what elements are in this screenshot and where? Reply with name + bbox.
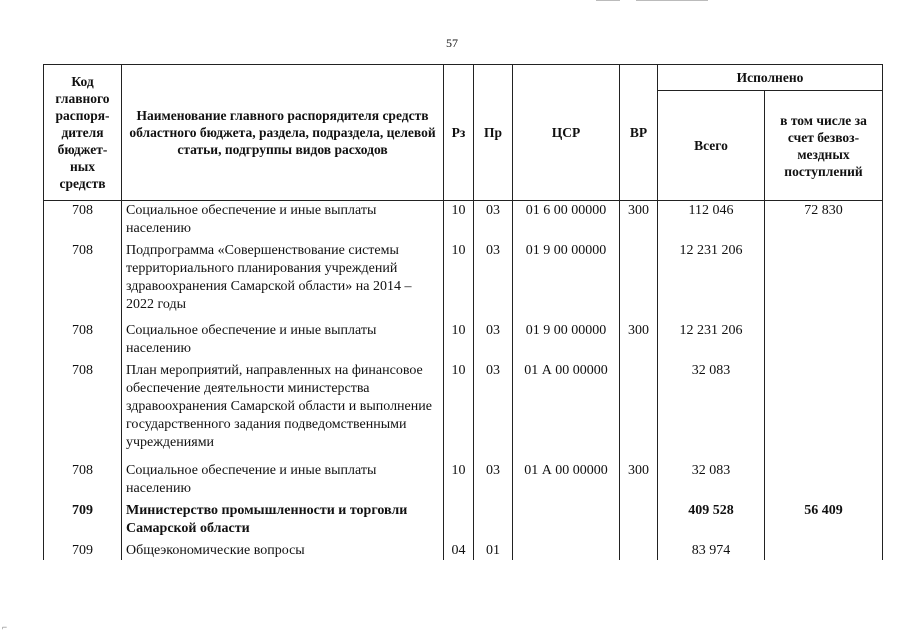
cell-name: Социальное обеспечение и иные выплаты населению bbox=[122, 201, 444, 241]
cell-vr bbox=[620, 361, 658, 461]
header-executed: Исполнено bbox=[658, 65, 883, 91]
header-pr: Пр bbox=[474, 65, 513, 201]
cell-code: 708 bbox=[44, 241, 122, 321]
cell-rz: 10 bbox=[444, 361, 474, 461]
header-csr: ЦСР bbox=[513, 65, 620, 201]
cell-code: 709 bbox=[44, 541, 122, 560]
cell-csr: 01 9 00 00000 bbox=[513, 241, 620, 321]
header-code: Код главного распоря-дителя бюджет-ных средств bbox=[44, 65, 122, 201]
cell-gratuitous bbox=[765, 361, 883, 461]
cell-total: 32 083 bbox=[658, 361, 765, 461]
cell-rz: 10 bbox=[444, 461, 474, 501]
table-row bbox=[44, 501, 883, 541]
table-row bbox=[44, 361, 883, 461]
cell-csr: 01 6 00 00000 bbox=[513, 201, 620, 241]
header-gratuitous: в том числе за счет безвоз-мездных поступлений bbox=[765, 91, 883, 201]
cell-rz: 04 bbox=[444, 541, 474, 560]
cell-csr bbox=[513, 501, 620, 541]
cell-rz: 10 bbox=[444, 321, 474, 361]
cell-vr: 300 bbox=[620, 461, 658, 501]
table-row bbox=[44, 541, 883, 560]
cell-code: 708 bbox=[44, 321, 122, 361]
cell-gratuitous bbox=[765, 321, 883, 361]
cell-rz bbox=[444, 501, 474, 541]
cell-csr: 01 А 00 00000 bbox=[513, 361, 620, 461]
cell-pr bbox=[474, 501, 513, 541]
cell-pr: 03 bbox=[474, 321, 513, 361]
cell-total: 32 083 bbox=[658, 461, 765, 501]
cell-name: Социальное обеспечение и иные выплаты населению bbox=[122, 461, 444, 501]
cell-total: 409 528 bbox=[658, 501, 765, 541]
header-vr: ВР bbox=[620, 65, 658, 201]
page-number: 57 bbox=[446, 36, 458, 50]
cell-code: 708 bbox=[44, 461, 122, 501]
table-row bbox=[44, 201, 883, 241]
cell-vr: 300 bbox=[620, 321, 658, 361]
cell-csr: 01 А 00 00000 bbox=[513, 461, 620, 501]
table-row bbox=[44, 321, 883, 361]
scan-edge-mark: ⌐ bbox=[2, 622, 8, 632]
cell-pr: 03 bbox=[474, 201, 513, 241]
cell-name: Подпрограмма «Совершенствование системы территориального планирования учреждений здравоохранения Самарской области» на 2014 – 2022 годы bbox=[122, 241, 444, 321]
header-rz: Рз bbox=[444, 65, 474, 201]
cell-name: Социальное обеспечение и иные выплаты населению bbox=[122, 321, 444, 361]
cell-pr: 03 bbox=[474, 461, 513, 501]
top-edge-mark bbox=[636, 0, 708, 1]
cell-gratuitous bbox=[765, 541, 883, 560]
cell-name: Общеэкономические вопросы bbox=[122, 541, 444, 560]
cell-vr bbox=[620, 241, 658, 321]
cell-rz: 10 bbox=[444, 241, 474, 321]
cell-total: 12 231 206 bbox=[658, 321, 765, 361]
cell-gratuitous bbox=[765, 461, 883, 501]
cell-csr: 01 9 00 00000 bbox=[513, 321, 620, 361]
cell-total: 112 046 bbox=[658, 201, 765, 241]
cell-vr bbox=[620, 541, 658, 560]
cell-vr bbox=[620, 501, 658, 541]
cell-vr: 300 bbox=[620, 201, 658, 241]
cell-code: 708 bbox=[44, 361, 122, 461]
cell-name: Министерство промышленности и торговли Самарской области bbox=[122, 501, 444, 541]
cell-pr: 03 bbox=[474, 361, 513, 461]
budget-table bbox=[43, 64, 883, 560]
cell-code: 708 bbox=[44, 201, 122, 241]
cell-gratuitous: 72 830 bbox=[765, 201, 883, 241]
cell-pr: 01 bbox=[474, 541, 513, 560]
table-row bbox=[44, 241, 883, 321]
cell-rz: 10 bbox=[444, 201, 474, 241]
cell-gratuitous bbox=[765, 241, 883, 321]
cell-csr bbox=[513, 541, 620, 560]
cell-pr: 03 bbox=[474, 241, 513, 321]
cell-code: 709 bbox=[44, 501, 122, 541]
cell-gratuitous: 56 409 bbox=[765, 501, 883, 541]
header-name: Наименование главного распорядителя средств областного бюджета, раздела, подраздела, целевой статьи, подгруппы видов расходов bbox=[122, 65, 444, 201]
cell-total: 83 974 bbox=[658, 541, 765, 560]
cell-total: 12 231 206 bbox=[658, 241, 765, 321]
header-total: Всего bbox=[658, 91, 765, 201]
top-edge-mark bbox=[596, 0, 620, 1]
table-row bbox=[44, 461, 883, 501]
cell-name: План мероприятий, направленных на финансовое обеспечение деятельности министерства здравоохранения Самарской области и выполнение государственного задания подведомственными учреждениями bbox=[122, 361, 444, 461]
